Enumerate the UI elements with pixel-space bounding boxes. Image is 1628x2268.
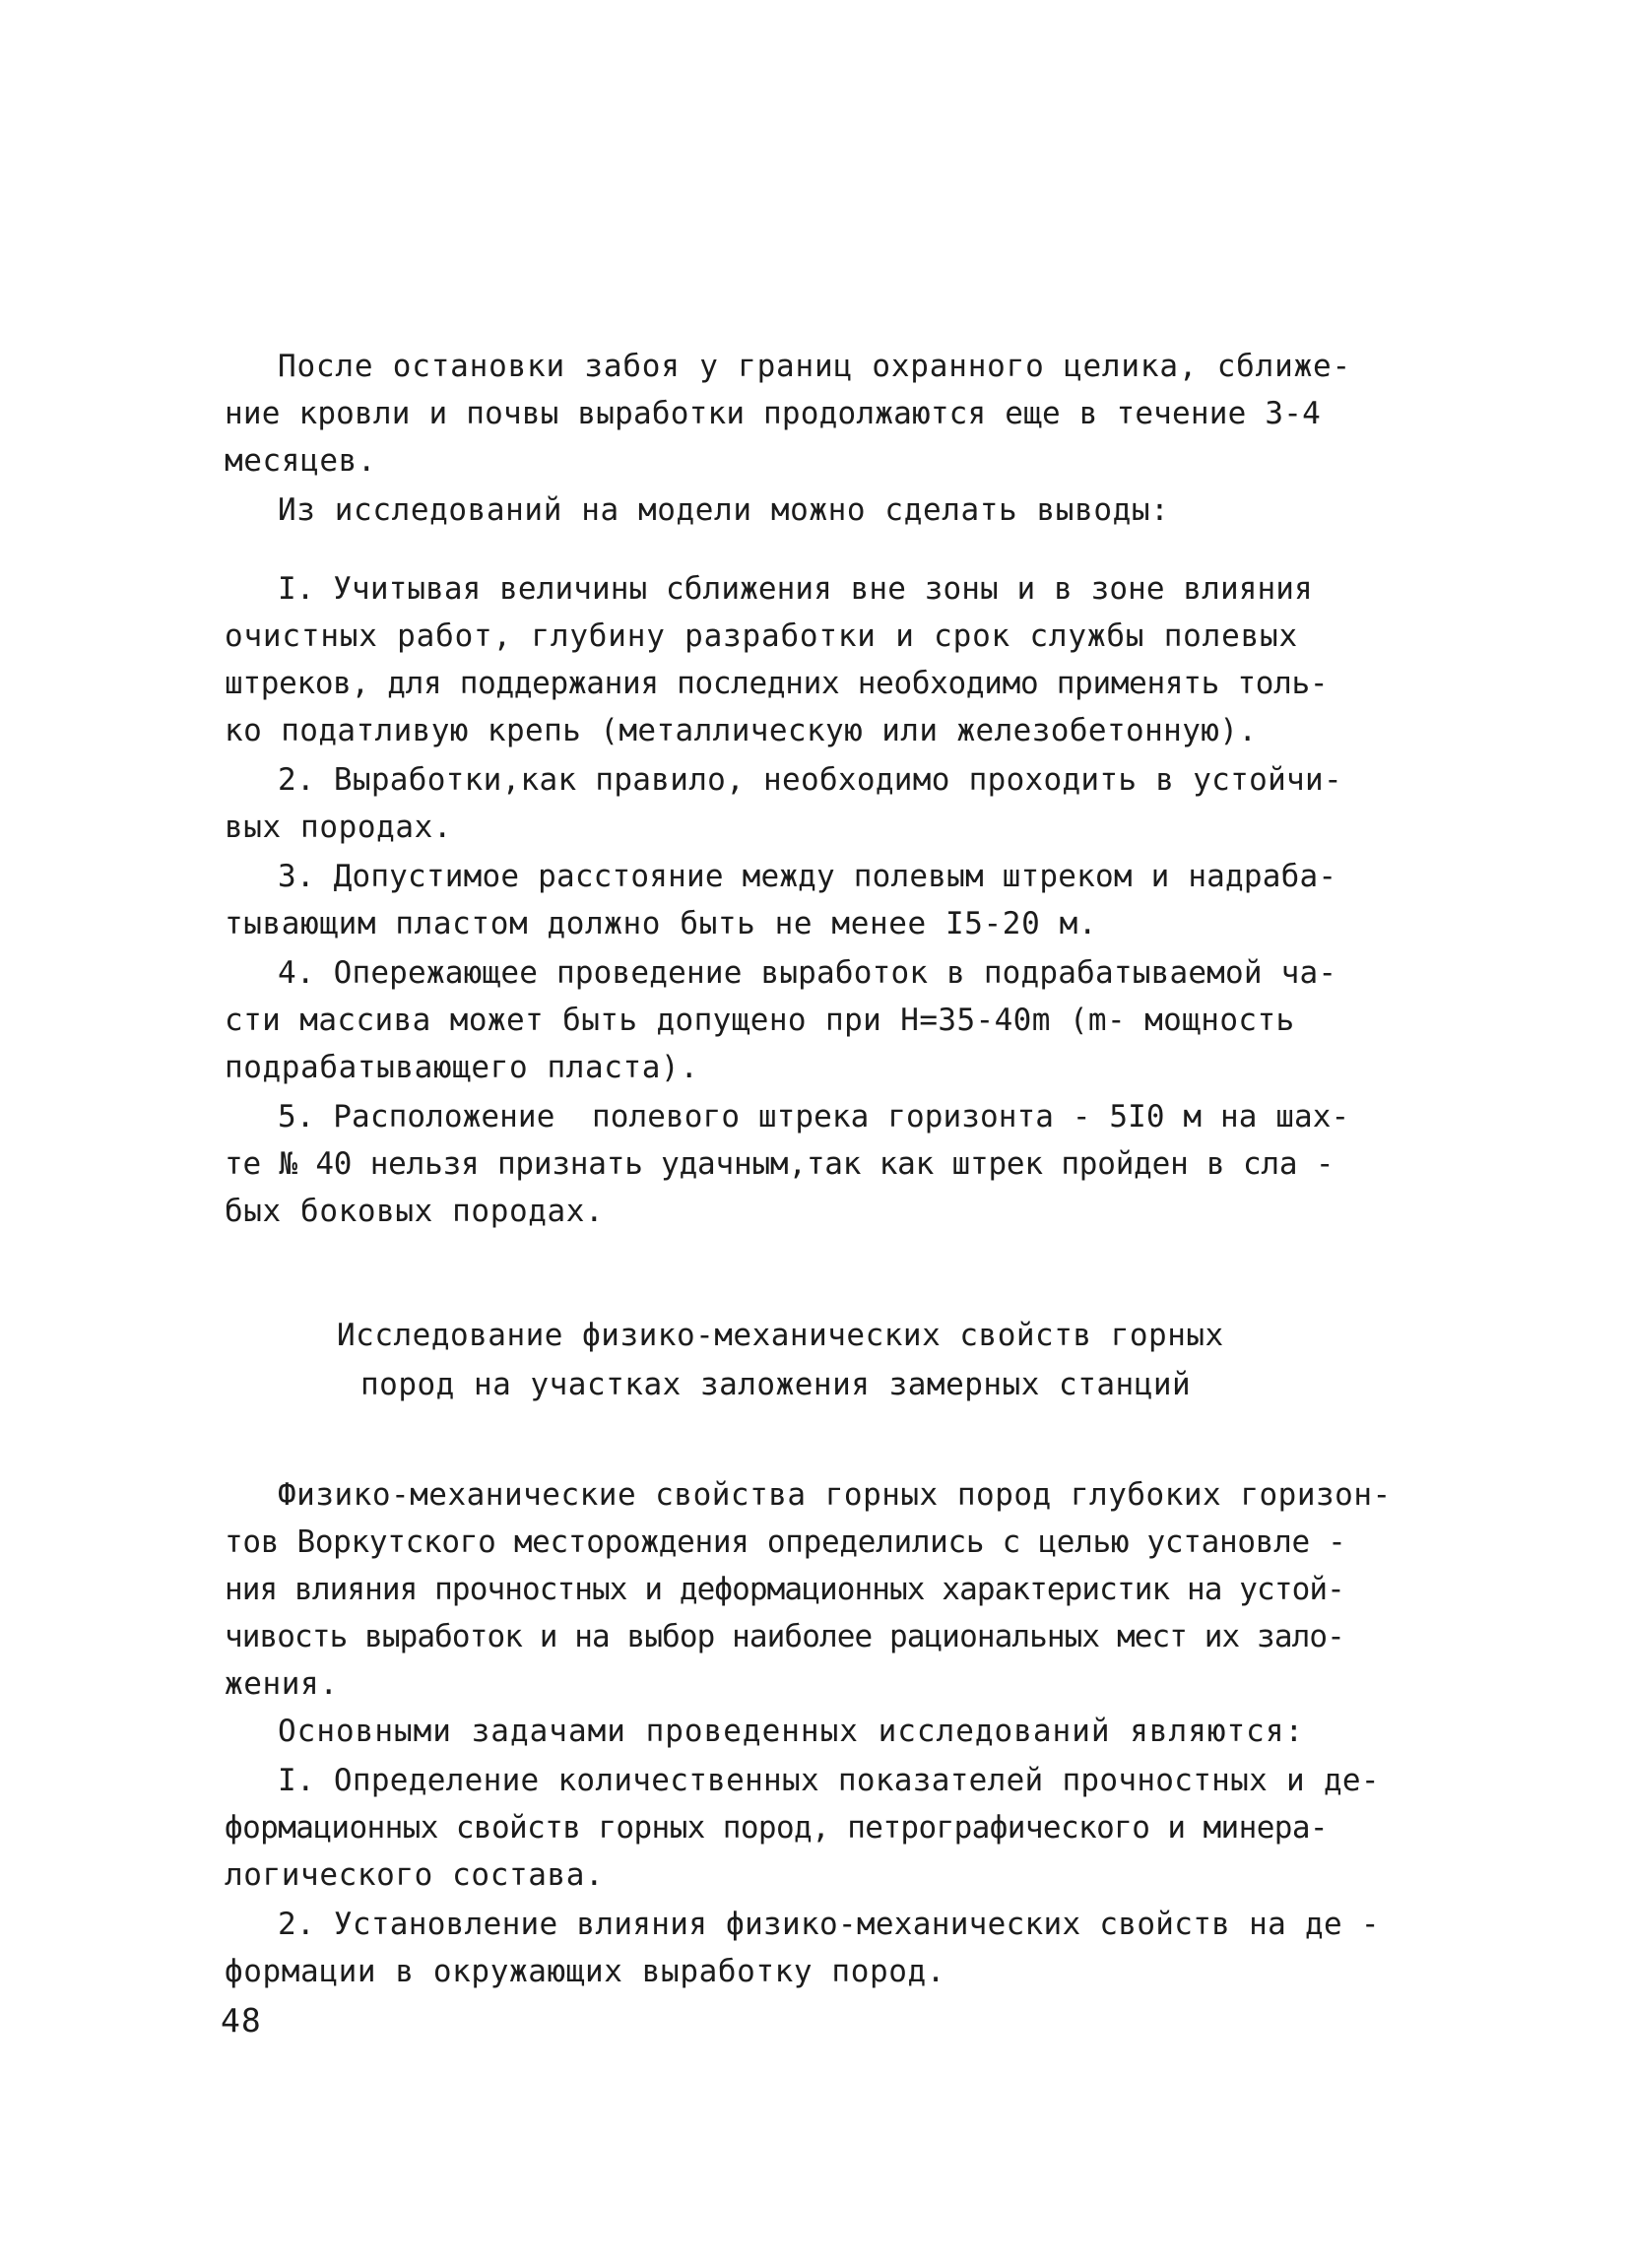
paragraph-line: I. Определение количественных показателей прочностных и де- [278,1763,1380,1798]
paragraph-line: ния влияния прочностных и деформационных характеристик на устой- [225,1572,1344,1607]
list-item-line: 5. Расположение полевого штрека горизонта - 5I0 м на шах- [278,1099,1350,1134]
list-item-line: I. Учитывая величины сближения вне зоны и в зоне влияния [278,571,1313,607]
paragraph-line: формации в окружающих выработку пород. [225,1954,946,1989]
list-item-line: те № 40 нельзя признать удачным,так как штрек пройден в сла - [225,1146,1335,1182]
paragraph-line: Физико-механические свойства горных пород глубоких горизон- [278,1477,1392,1513]
list-item-line: вых породах. [225,810,453,845]
paragraph-line: жения. [225,1666,339,1702]
list-item-line: 4. Опережающее проведение выработок в подрабатываемой ча- [278,955,1337,991]
section-heading: пород на участках заложения замерных станций [360,1367,1192,1402]
list-item-line: тывающим пластом должно быть не менее I5-20 м. [225,906,1098,941]
paragraph-line: Основными задачами проведенных исследований являются: [278,1714,1305,1749]
page-number: 48 [221,2001,262,2040]
paragraph-line: ние кровли и почвы выработки продолжаются еще в течение 3-4 [225,396,1321,431]
list-item-line: штреков, для поддержания последних необходимо применять толь- [225,666,1329,701]
section-heading: Исследование физико-механических свойств горных [337,1318,1224,1353]
list-item-line: ко податливую крепь (металлическую или железобетонную). [225,713,1258,748]
paragraph-line: тов Воркутского месторождения определились с целью установле - [225,1524,1346,1560]
list-item-line: сти массива может быть допущено при Н=35-40m (m- мощность [225,1003,1295,1038]
list-item-line: 2. Выработки,как правило, необходимо проходить в устойчи- [278,762,1342,798]
paragraph-line: Из исследований на модели можно сделать выводы: [278,492,1170,528]
paragraph-line: После остановки забоя у границ охранного целика, сближе- [278,349,1351,384]
list-item-line: подрабатывающего пласта). [225,1050,699,1085]
paragraph-line: формационных свойств горных пород, петрографического и минера- [225,1810,1328,1846]
paragraph-line: 2. Установление влияния физико-механических свойств на де - [278,1907,1380,1942]
list-item-line: бых боковых породах. [225,1194,605,1229]
list-item-line: 3. Допустимое расстояние между полевым штреком и надраба- [278,859,1337,894]
paragraph-line: чивость выработок и на выбор наиболее рациональных мест их зало- [225,1619,1344,1654]
list-item-line: очистных работ, глубину разработки и срок службы полевых [225,618,1298,654]
paragraph-line: логического состава. [225,1857,605,1893]
paragraph-line: месяцев. [225,443,377,479]
